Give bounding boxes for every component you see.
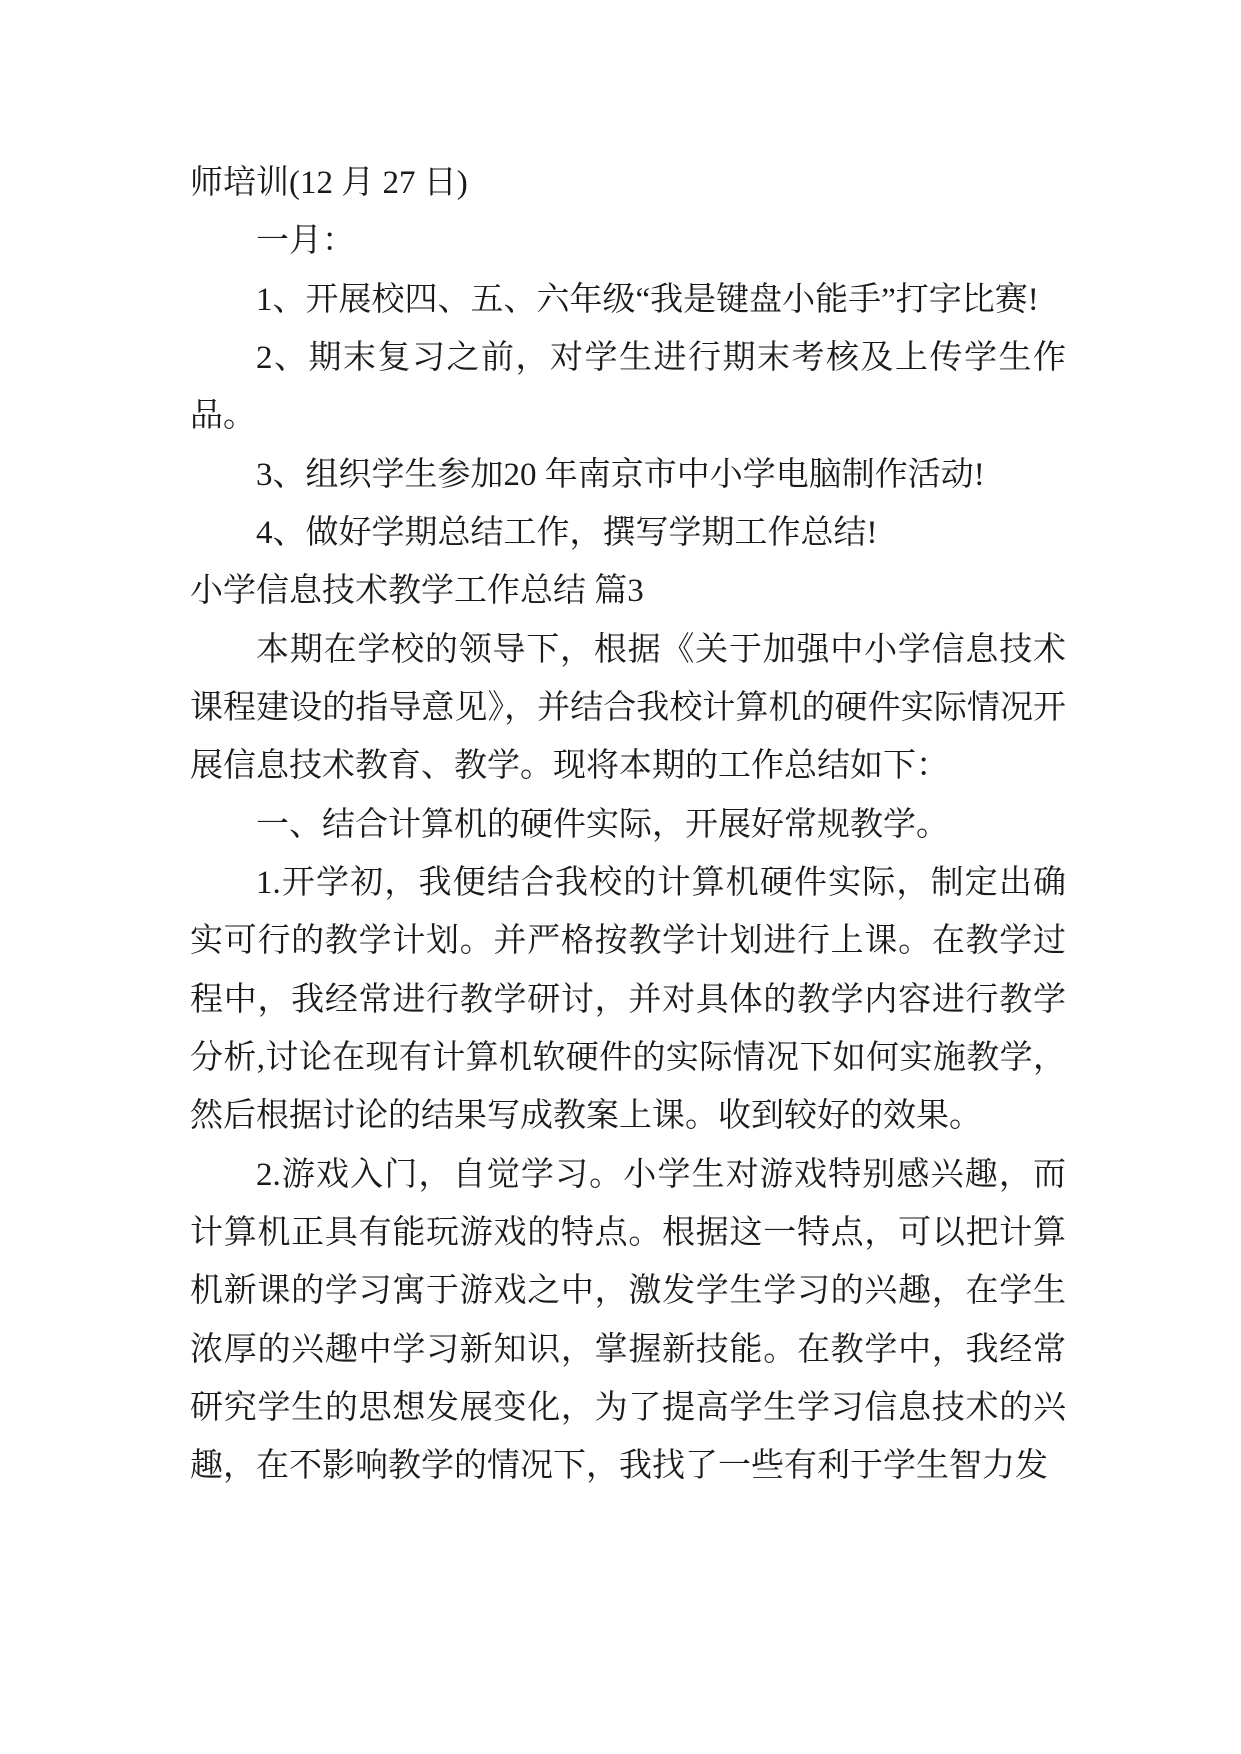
paragraph: 2、期末复习之前，对学生进行期末考核及上传学生作品。 [190, 339, 1066, 435]
paragraph: 一月： [256, 223, 355, 260]
paragraph: 一、结合计算机的硬件实际，开展好常规教学。 [256, 806, 949, 843]
paragraph: 2.游戏入门，自觉学习。小学生对游戏特别感兴趣，而计算机正具有能玩游戏的特点。根据这一特点，可以把计算机新课的学习寓于游戏之中，激发学生学习的兴趣，在学生浓厚的兴趣中学习新知识，掌握新技能。在教学中，我经常研究学生的思想发展变化，为了提高学生学习信息技术的兴趣，在不影响教学的情况下，我找了一些有利于学生智力发 [190, 1156, 1066, 1485]
paragraph: 本期在学校的领导下，根据《关于加强中小学信息技术课程建设的指导意见》，并结合我校计算机的硬件实际情况开展信息技术教育、教学。现将本期的工作总结如下： [190, 631, 1066, 785]
paragraph: 1.开学初，我便结合我校的计算机硬件实际，制定出确实可行的教学计划。并严格按教学计划进行上课。在教学过程中，我经常进行教学研讨，并对具体的教学内容进行教学分析,讨论在现有计算机软硬件的实际情况下如何实施教学，然后根据讨论的结果写成教案上课。收到较好的效果。 [190, 864, 1066, 1135]
document-body [190, 154, 1066, 1496]
paragraph: 4、做好学期总结工作，撰写学期工作总结! [256, 514, 878, 551]
paragraph: 师培训(12 月 27 日) [190, 165, 468, 201]
paragraph: 小学信息技术教学工作总结 篇3 [190, 573, 644, 610]
paragraph: 1、开展校四、五、六年级“我是键盘小能手”打字比赛! [256, 281, 1039, 318]
paragraph: 3、组织学生参加20 年南京市中小学电脑制作活动! [256, 456, 985, 493]
